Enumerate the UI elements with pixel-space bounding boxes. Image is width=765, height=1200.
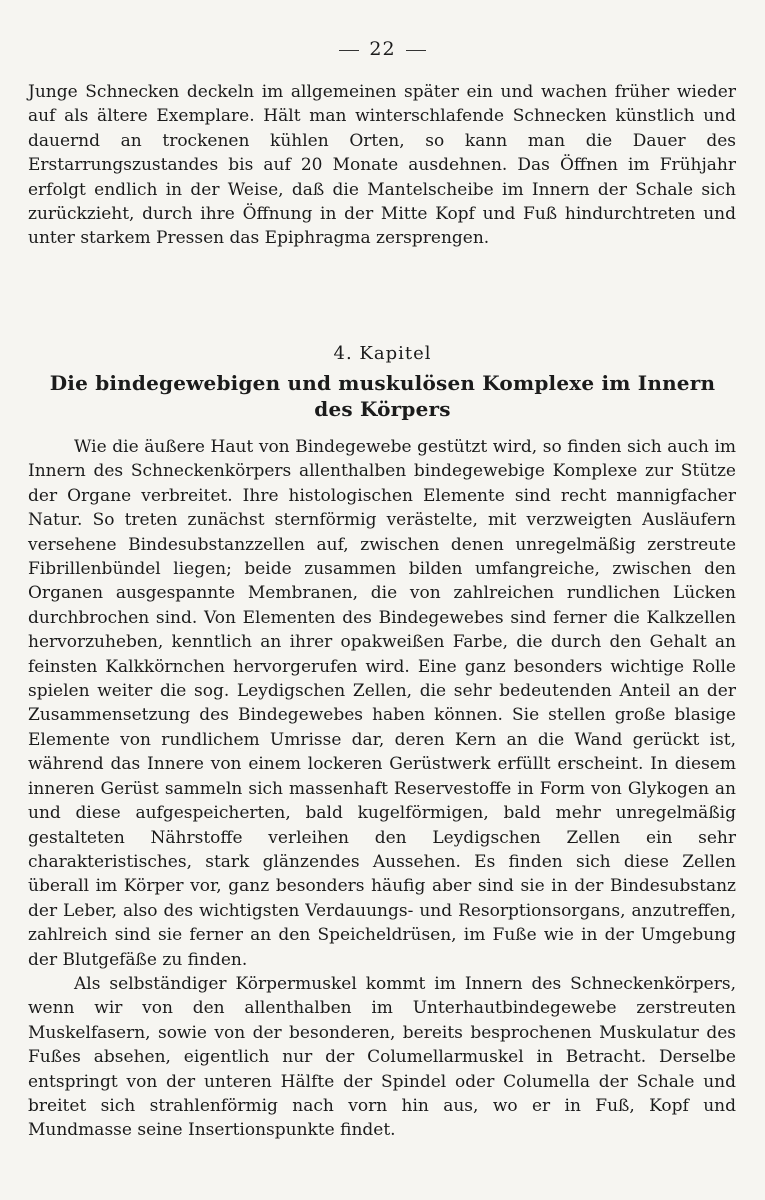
chapter-body (28, 435, 736, 1143)
body-paragraph-connective-tissue: Wie die äußere Haut von Bindegewebe gestützt wird, so finden sich auch im Innern des Schneckenkörpers allenthalben bindegewebige Komplexe zur Stütze der Organe verbreitet. Ihre histologischen Elemente sind recht mannigfacher Natur. So treten zunächst sternförmig verästelte, mit verzweigten Ausläufern versehene Bindesubstanzzellen auf, zwischen denen unregelmäßig zerstreute Fibrillenbündel liegen; beide zusammen bilden umfangreiche, zwischen den Organen ausgespannte Membranen, die von zahlreichen rundlichen Lücken durchbrochen sind. Von Elementen des Bindegewebes sind ferner die Kalkzellen hervorzuheben, kenntlich an ihrer opakweißen Farbe, die durch den Gehalt an feinsten Kalkkörnchen hervorgerufen wird. Eine ganz besonders wichtige Rolle spielen weiter die sog. Leydigschen Zellen, die sehr bedeutenden Anteil an der Zusammensetzung des Bindegewebes haben können. Sie stellen große blasige Elemente von rundlichem Umrisse dar, deren Kern an die Wand gerückt ist, während das Innere von einem lockeren Gerüstwerk erfüllt erscheint. In diesem inneren Gerüst sammeln sich massenhaft Reservestoffe in Form von Glykogen an und diese aufgespeicherten, bald kugelförmigen, bald mehr unregelmäßig gestalteten Nährstoffe verleihen den Leydigschen Zellen ein sehr charakteristisches, stark glänzendes Aussehen. Es finden sich diese Zellen überall im Körper vor, ganz besonders häufig aber sind sie in der Bindesubstanz der Leber, also des wichtigsten Verdauungs- und Resorptionsorgans, anzutreffen, zahlreich sind sie ferner an den Speicheldrüsen, im Fuße wie in der Umgebung der Blutgefäße zu finden. (28, 437, 736, 970)
chapter-label: 4. Kapitel (333, 343, 432, 364)
page-number-dash-left (339, 50, 359, 51)
intro-paragraph: Junge Schnecken deckeln im allgemeinen später ein und wachen früher wieder auf als ältere Exemplare. Hält man winterschlafende Schnecken künstlich und dauernd an trockenen kühlen Orten, so kann man die Dauer des Erstarrungszustandes bis auf 20 Monate ausdehnen. Das Öffnen im Frühjahr erfolgt endlich in der Weise, daß die Mantelscheibe im Innern der Schale sich zurückzieht, durch ihre Öffnung in der Mitte Kopf und Fuß hindurchtreten und unter starkem Pressen das Epiphragma zersprengen. (28, 82, 736, 249)
page-number (0, 38, 765, 60)
page-number-text: 22 (369, 38, 396, 60)
chapter-title: Die bindegewebigen und muskulösen Komplexe im Innern des Körpers (49, 371, 716, 421)
page-number-dash-right (406, 50, 426, 51)
body-paragraph-columellar-muscle: Als selbständiger Körpermuskel kommt im Innern des Schneckenkörpers, wenn wir von den allenthalben im Unterhautbindegewebe zerstreuten Muskelfasern, sowie von der besonderen, bereits besprochenen Muskulatur des Fußes absehen, eigentlich nur der Columellarmuskel in Betracht. Derselbe entspringt von der unteren Hälfte der Spindel oder Columella der Schale und breitet sich strahlenförmig nach vorn hin aus, wo er in Fuß, Kopf und Mundmasse seine Insertionspunkte findet. (28, 973, 736, 1141)
intro-text-block (28, 80, 736, 251)
